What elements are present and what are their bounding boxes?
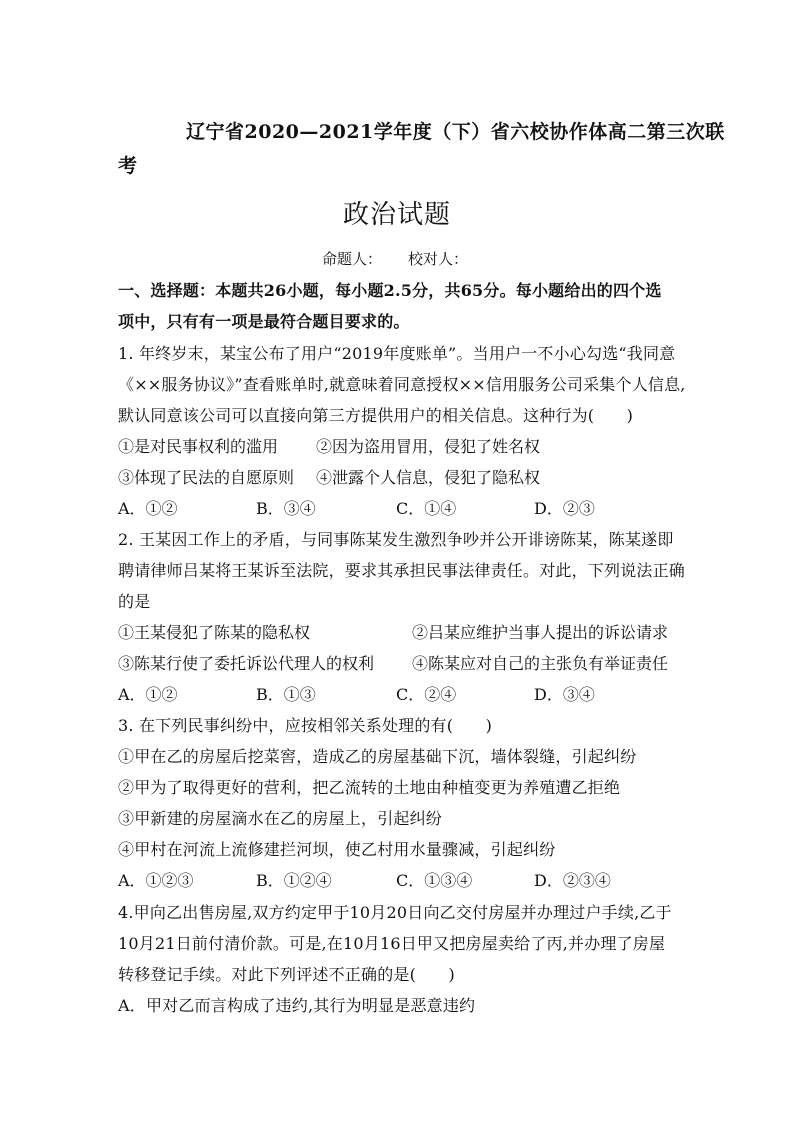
question-1-statement-1: ①是对民事权利的滥用 (118, 437, 279, 456)
question-1-statement-4: ④泄露个人信息，侵犯了隐私权 (316, 468, 541, 487)
exam-title-line1: 辽宁省2020—2021学年度（下）省六校协作体高二第三次联 (186, 121, 725, 143)
question-4-line-2: 10月21日前付清价款。可是,在10月16日甲又把房屋卖给了丙,并办理了房屋 (118, 934, 666, 953)
question-4-line-1: 4.甲向乙出售房屋,双方约定甲于10月20日向乙交付房屋并办理过户手续,乙于 (118, 903, 672, 922)
question-2-line-2: 聘请律师吕某将王某诉至法院，要求其承担民事法律责任。对此，下列说法正确 (118, 561, 686, 580)
question-3-option-a: A．①②③ (118, 871, 194, 890)
question-3-statement-2: ②甲为了取得更好的营利，把乙流转的土地由种植变更为养殖遭乙拒绝 (118, 778, 621, 797)
question-2-statement-1: ①王某侵犯了陈某的隐私权 (118, 623, 311, 642)
question-3-option-d: D．②③④ (534, 871, 611, 890)
question-4-option-a: A．甲对乙而言构成了违约,其行为明显是恶意违约 (118, 996, 476, 1015)
question-1-option-a: A．①② (118, 499, 178, 518)
question-1-statement-2: ②因为盗用冒用，侵犯了姓名权 (316, 437, 541, 456)
question-3-line-1: 3. 在下列民事纠纷中，应按相邻关系处理的有( ) (118, 716, 493, 735)
question-4-line-3: 转移登记手续。对此下列评述不正确的是( ) (118, 965, 455, 984)
question-1-option-c: C．①④ (396, 499, 457, 518)
question-3-option-b: B．①②④ (256, 871, 332, 890)
question-2-option-d: D．③④ (534, 685, 595, 704)
question-1-option-b: B．③④ (256, 499, 316, 518)
question-1-statement-3: ③体现了民法的自愿原则 (118, 468, 295, 487)
subject-title: 政治试题 (342, 200, 451, 230)
question-2-statement-3: ③陈某行使了委托诉讼代理人的权利 (118, 654, 375, 673)
question-1-line-3: 默认同意该公司可以直接向第三方提供用户的相关信息。这种行为( ) (118, 406, 634, 425)
question-2-option-b: B．①③ (256, 685, 316, 704)
question-3-option-c: C．①③④ (396, 871, 473, 890)
question-2-statement-4: ④陈某应对自己的主张负有举证责任 (412, 654, 669, 673)
question-2-option-a: A．①② (118, 685, 178, 704)
question-2-line-1: 2. 王某因工作上的矛盾，与同事陈某发生激烈争吵并公开诽谤陈某，陈某遂即 (118, 530, 674, 549)
question-1-line-1: 1. 年终岁末，某宝公布了用户“2019年度账单”。当用户一不小心勾选“我同意 (118, 344, 676, 363)
section-heading-line2: 项中，只有有一项是最符合题目要求的。 (118, 312, 410, 331)
question-2-option-c: C．②④ (396, 685, 457, 704)
question-3-statement-4: ④甲村在河流上流修建拦河坝，使乙村用水量骤减，引起纠纷 (118, 840, 556, 859)
question-3-statement-3: ③甲新建的房屋滴水在乙的房屋上，引起纠纷 (118, 809, 443, 828)
question-1-line-2: 《××服务协议》”查看账单时,就意味着同意授权××信用服务公司采集个人信息, (118, 375, 686, 394)
section-heading-line1: 一、选择题：本题共26小题，每小题2.5分，共65分。每小题给出的四个选 (118, 281, 662, 300)
setter-label: 命题人： (322, 250, 383, 268)
question-1-option-d: D．②③ (534, 499, 595, 518)
question-2-statement-2: ②吕某应维护当事人提出的诉讼请求 (412, 623, 669, 642)
question-2-line-3: 的是 (118, 592, 151, 611)
exam-title-line2: 考 (118, 155, 138, 177)
question-3-statement-1: ①甲在乙的房屋后挖菜窖，造成乙的房屋基础下沉，墙体裂缝，引起纠纷 (118, 747, 637, 766)
checker-label: 校对人： (408, 250, 469, 268)
